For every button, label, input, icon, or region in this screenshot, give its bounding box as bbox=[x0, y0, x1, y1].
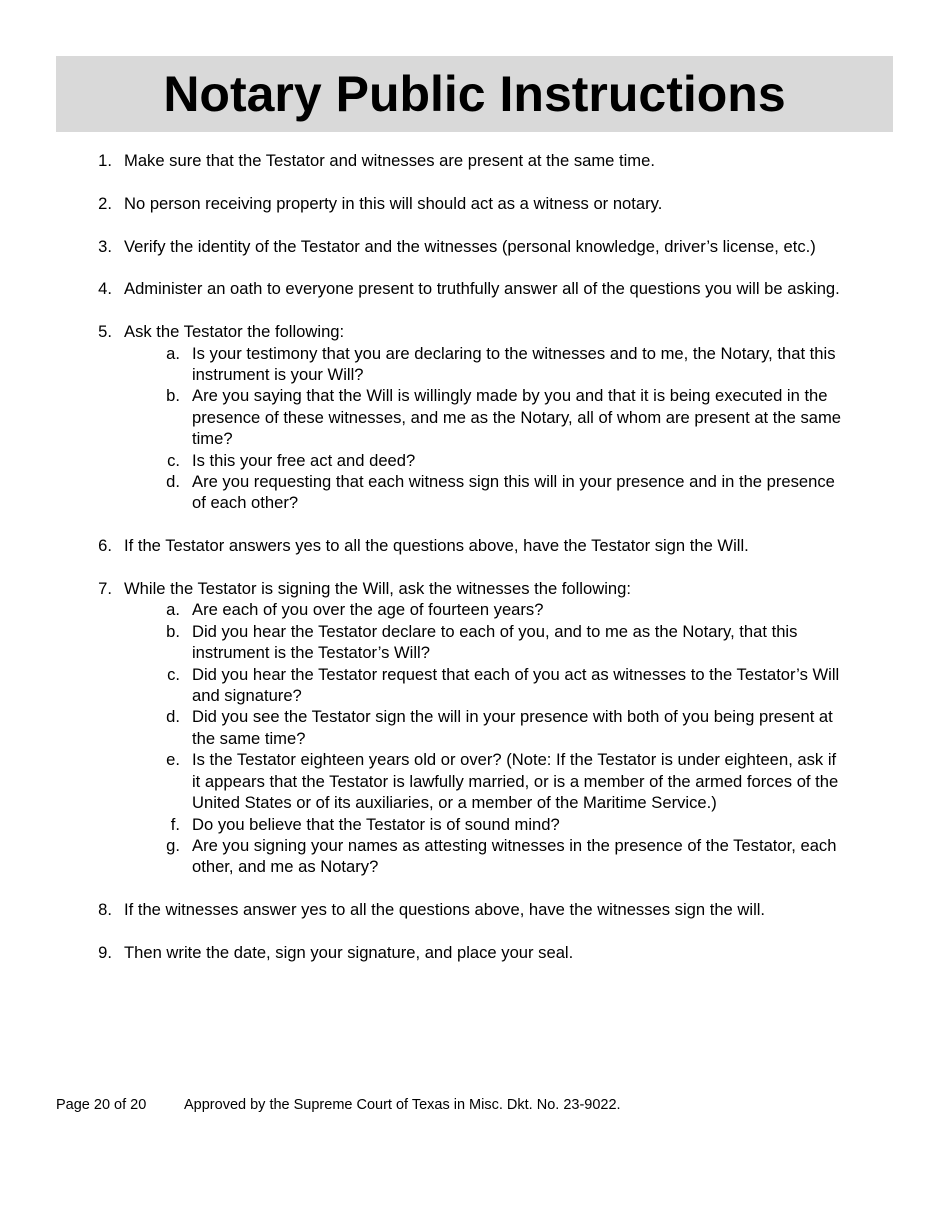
page-footer bbox=[56, 1097, 621, 1113]
step-number-text: 8. bbox=[98, 900, 112, 920]
sub-question bbox=[124, 471, 849, 514]
sub-question-letter bbox=[124, 471, 180, 514]
sub-question-letter bbox=[124, 450, 180, 471]
instruction-step bbox=[56, 193, 936, 214]
step-number bbox=[56, 899, 112, 920]
step-text: Verify the identity of the Testator and the witnesses (personal knowledge, driver’s license, etc.) bbox=[124, 236, 816, 256]
step-body bbox=[112, 578, 936, 878]
sub-question-letter-text: d. bbox=[166, 472, 180, 492]
step-number bbox=[56, 193, 112, 214]
step-number-text: 4. bbox=[98, 279, 112, 299]
sub-question-letter-text: a. bbox=[166, 600, 180, 620]
step-text: If the Testator answers yes to all the questions above, have the Testator sign the Will. bbox=[124, 536, 749, 556]
step-number-text: 6. bbox=[98, 536, 112, 556]
sub-question bbox=[124, 814, 849, 835]
step-number bbox=[56, 321, 112, 514]
sub-question-letter bbox=[124, 706, 180, 749]
sub-question-text: Are you signing your names as attesting witnesses in the presence of the Testator, each other, and me as Notary? bbox=[192, 835, 837, 877]
instruction-step bbox=[56, 236, 936, 257]
title-banner bbox=[56, 56, 893, 132]
instruction-step bbox=[56, 578, 936, 878]
step-text: Make sure that the Testator and witnesses are present at the same time. bbox=[124, 151, 655, 170]
step-number-text: 7. bbox=[98, 579, 112, 599]
sub-question-letter-text: f. bbox=[170, 814, 180, 834]
sub-question bbox=[124, 450, 849, 471]
sub-question bbox=[124, 835, 849, 878]
sub-question-list bbox=[124, 343, 936, 514]
sub-question-letter bbox=[124, 343, 180, 386]
approval-note: Approved by the Supreme Court of Texas in Misc. Dkt. No. 23-9022. bbox=[184, 1097, 621, 1113]
sub-question bbox=[124, 343, 849, 386]
sub-question-letter bbox=[124, 385, 180, 449]
sub-question-text: Is the Testator eighteen years old or over? (Note: If the Testator is under eighteen, ask if it appears that the Testator is lawfully married, or is a member of the armed forces of the United States or of its auxiliaries, or a member of the Maritime Service.) bbox=[192, 750, 839, 813]
step-body bbox=[112, 535, 936, 556]
step-body bbox=[112, 942, 936, 963]
sub-question bbox=[124, 706, 849, 749]
instructions-list bbox=[56, 150, 936, 985]
step-body bbox=[112, 321, 936, 514]
step-number bbox=[56, 150, 112, 171]
sub-question-letter bbox=[124, 599, 180, 620]
instruction-step bbox=[56, 278, 936, 299]
sub-question-letter bbox=[124, 835, 180, 878]
sub-question-text: Are you saying that the Will is willingly made by you and that it is being executed in the presence of these witnesses, and me as the Notary, all of whom are present at the same time? bbox=[192, 386, 842, 449]
step-text: No person receiving property in this will should act as a witness or notary. bbox=[124, 193, 663, 213]
sub-question bbox=[124, 664, 849, 707]
sub-question-text: Did you hear the Testator request that each of you act as witnesses to the Testator’s Will and signature? bbox=[192, 664, 840, 706]
sub-question-letter-text: a. bbox=[166, 343, 180, 363]
step-number bbox=[56, 578, 112, 878]
step-text: Administer an oath to everyone present to truthfully answer all of the questions you will be asking. bbox=[124, 279, 840, 299]
step-number bbox=[56, 942, 112, 963]
sub-question-letter-text: c. bbox=[167, 450, 180, 470]
sub-question bbox=[124, 749, 849, 813]
sub-question-letter-text: e. bbox=[166, 750, 180, 770]
step-number bbox=[56, 278, 112, 299]
sub-question-text: Do you believe that the Testator is of sound mind? bbox=[192, 814, 560, 834]
instruction-step bbox=[56, 535, 936, 556]
sub-question-text: Is this your free act and deed? bbox=[192, 450, 416, 470]
step-text: While the Testator is signing the Will, ask the witnesses the following: bbox=[124, 579, 631, 599]
step-body bbox=[112, 236, 936, 257]
step-text: If the witnesses answer yes to all the questions above, have the witnesses sign the will. bbox=[124, 900, 766, 920]
sub-question-letter bbox=[124, 621, 180, 664]
page-number: Page 20 of 20 bbox=[56, 1097, 147, 1113]
step-body bbox=[112, 150, 936, 171]
instruction-step bbox=[56, 150, 936, 171]
sub-question-text: Are you requesting that each witness sign this will in your presence and in the presence of each other? bbox=[192, 472, 835, 513]
step-body bbox=[112, 899, 936, 920]
sub-question-text: Is your testimony that you are declaring to the witnesses and to me, the Notary, that this instrument is your Will? bbox=[192, 343, 836, 384]
sub-question-letter-text: c. bbox=[167, 664, 180, 684]
step-text: Then write the date, sign your signature, and place your seal. bbox=[124, 942, 574, 962]
sub-question-text: Are each of you over the age of fourteen years? bbox=[192, 600, 544, 620]
step-number-text: 3. bbox=[98, 236, 112, 256]
sub-question bbox=[124, 599, 849, 620]
step-number-text: 5. bbox=[98, 322, 112, 342]
sub-question-letter-text: g. bbox=[166, 835, 180, 855]
step-number bbox=[56, 236, 112, 257]
step-body bbox=[112, 278, 936, 299]
sub-question-letter bbox=[124, 664, 180, 707]
sub-question-letter-text: b. bbox=[166, 386, 180, 406]
step-text: Ask the Testator the following: bbox=[124, 322, 345, 342]
sub-question bbox=[124, 621, 849, 664]
step-number bbox=[56, 535, 112, 556]
sub-question-letter bbox=[124, 749, 180, 813]
sub-question-letter-text: b. bbox=[166, 621, 180, 641]
sub-question-letter-text: d. bbox=[166, 707, 180, 727]
sub-question bbox=[124, 385, 849, 449]
instruction-step bbox=[56, 942, 936, 963]
sub-question-letter bbox=[124, 814, 180, 835]
step-body bbox=[112, 193, 936, 214]
page-title: Notary Public Instructions bbox=[163, 66, 786, 122]
sub-question-text: Did you see the Testator sign the will in your presence with both of you being present at the same time? bbox=[192, 707, 833, 748]
step-number-text: 9. bbox=[98, 942, 112, 962]
sub-question-text: Did you hear the Testator declare to each of you, and to me as the Notary, that this instrument is the Testator’s Will? bbox=[192, 621, 798, 663]
instruction-step bbox=[56, 899, 936, 920]
step-number-text: 2. bbox=[98, 193, 112, 213]
instruction-step bbox=[56, 321, 936, 514]
sub-question-list bbox=[124, 599, 936, 877]
step-number-text: 1. bbox=[98, 151, 112, 170]
